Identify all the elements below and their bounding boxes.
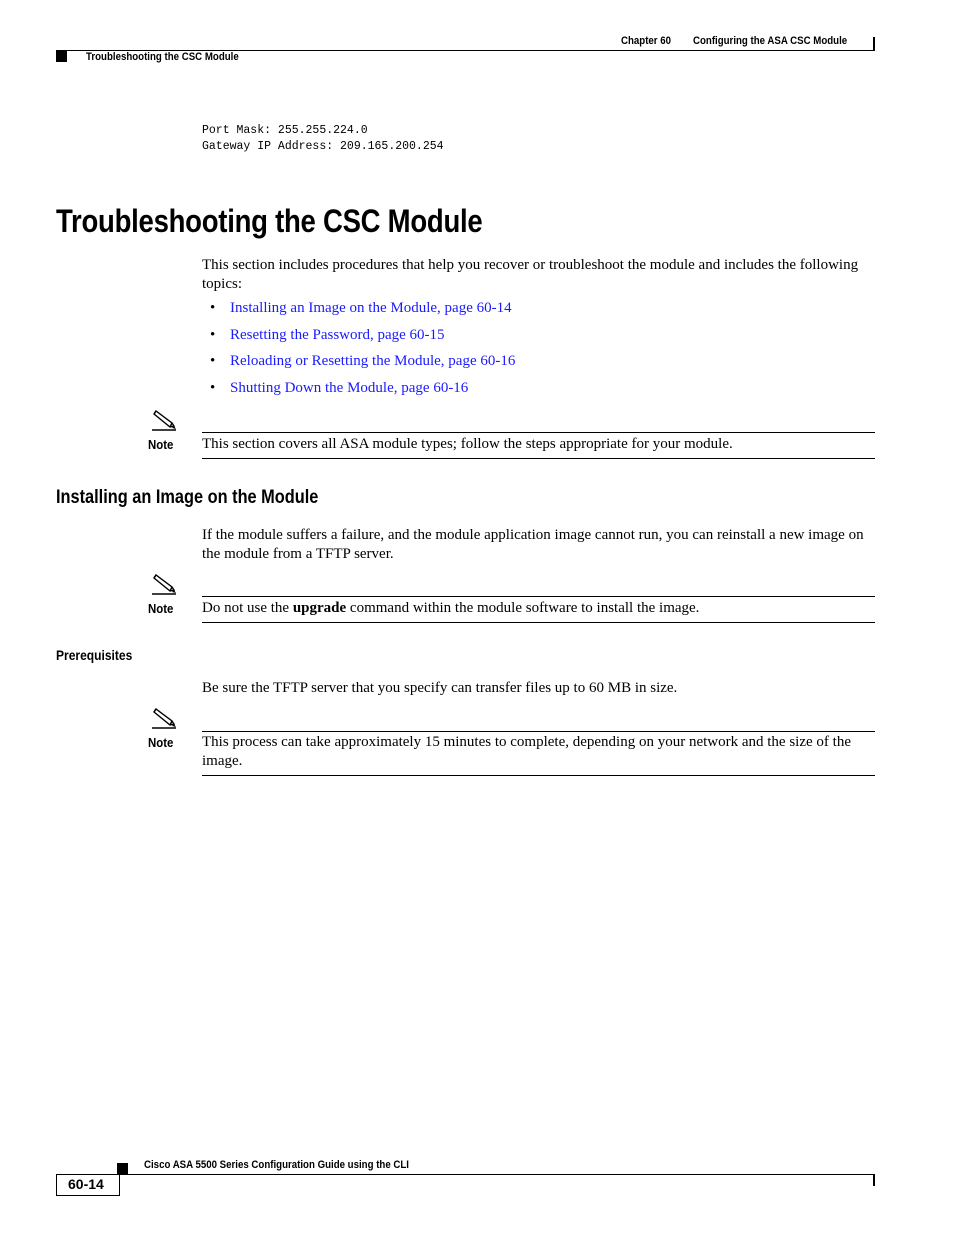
link-shutting-down[interactable]: Shutting Down the Module, page 60-16 bbox=[230, 380, 469, 396]
header-chapter: Chapter 60 bbox=[621, 35, 672, 47]
link-resetting-password[interactable]: Resetting the Password, page 60-15 bbox=[230, 327, 445, 343]
note-top-rule bbox=[202, 432, 875, 433]
code-line: Port Mask: 255.255.224.0 bbox=[202, 124, 368, 137]
note-suffix: command within the module software to install the image. bbox=[346, 600, 700, 616]
section-intro: This section includes procedures that help you recover or troubleshoot the module and includes the following topics: bbox=[202, 257, 859, 292]
page-number: 60-14 bbox=[68, 1176, 104, 1192]
command-upgrade: upgrade bbox=[292, 600, 347, 616]
note-bottom-rule bbox=[202, 458, 875, 459]
bullet: • bbox=[210, 353, 216, 369]
note-top-rule bbox=[202, 596, 875, 597]
pencil-note-icon bbox=[150, 574, 178, 598]
note-bottom-rule bbox=[202, 622, 875, 623]
note-label: Note bbox=[148, 735, 174, 750]
header-marker bbox=[56, 51, 67, 62]
pencil-note-icon bbox=[150, 410, 178, 434]
page-title: Troubleshooting the CSC Module bbox=[56, 203, 483, 239]
footer-rule bbox=[56, 1174, 875, 1175]
note-text bbox=[202, 599, 872, 618]
header-section: Troubleshooting the CSC Module bbox=[86, 51, 239, 63]
note-label: Note bbox=[148, 601, 174, 616]
link-reloading-module[interactable]: Reloading or Resetting the Module, page 60-16 bbox=[230, 353, 516, 369]
bullet: • bbox=[210, 300, 216, 316]
note-text: This process can take approximately 15 minutes to complete, depending on your network and the size of the image. bbox=[202, 734, 851, 769]
subsection-title: Installing an Image on the Module bbox=[56, 487, 319, 508]
header-right-bar bbox=[873, 37, 875, 50]
footer-marker bbox=[117, 1163, 128, 1174]
note-top-rule bbox=[202, 731, 875, 732]
code-line: Gateway IP Address: 209.165.200.254 bbox=[202, 140, 444, 153]
note-bottom-rule bbox=[202, 775, 875, 776]
note-label: Note bbox=[148, 437, 174, 452]
footer-right-bar bbox=[873, 1174, 875, 1186]
prerequisites-title: Prerequisites bbox=[56, 647, 133, 663]
bullet: • bbox=[210, 327, 216, 343]
subsection-body: If the module suffers a failure, and the module application image cannot run, you can reinstall a new image on the module from a TFTP server. bbox=[202, 527, 864, 562]
header-chapter-title: Configuring the ASA CSC Module bbox=[693, 35, 848, 47]
prerequisites-body: Be sure the TFTP server that you specify can transfer files up to 60 MB in size. bbox=[202, 680, 678, 696]
note-prefix: Do not use the bbox=[202, 600, 293, 616]
footer-guide-title: Cisco ASA 5500 Series Configuration Guide using the CLI bbox=[144, 1159, 409, 1171]
pencil-note-icon bbox=[150, 708, 178, 732]
note-text: This section covers all ASA module types; follow the steps appropriate for your module. bbox=[202, 436, 733, 452]
link-installing-image[interactable]: Installing an Image on the Module, page 60-14 bbox=[230, 300, 512, 316]
bullet: • bbox=[210, 380, 216, 396]
page-number-box bbox=[56, 1174, 120, 1196]
